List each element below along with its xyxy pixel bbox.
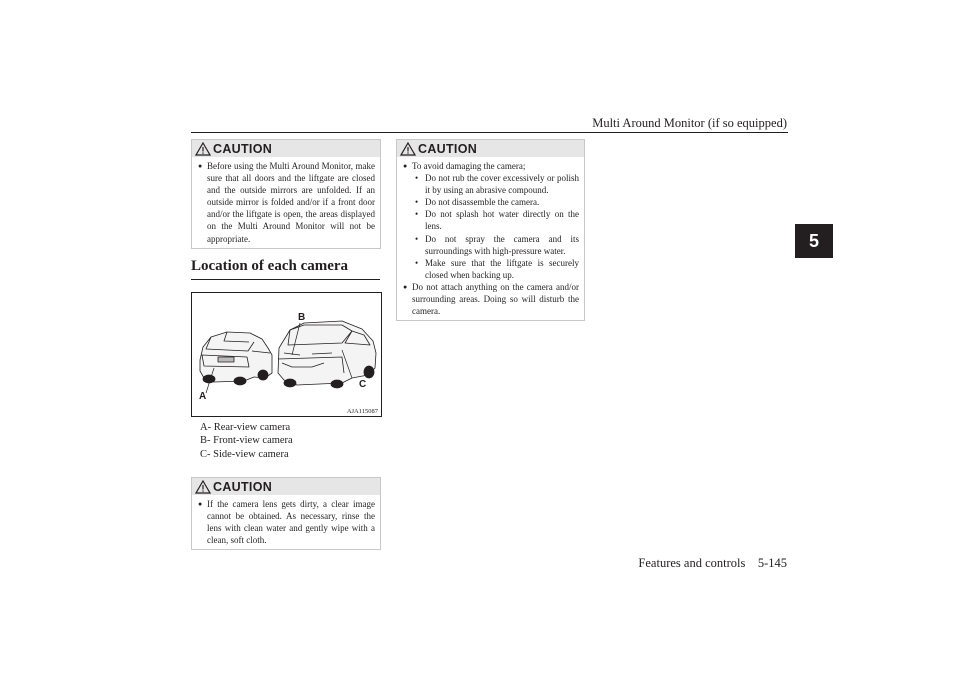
- caution-subitem: • Make sure that the liftgate is securely closed when backing up.: [412, 257, 579, 281]
- page-footer: Features and controls 5-145: [638, 556, 787, 570]
- legend-item-c: C- Side-view camera: [200, 448, 289, 460]
- section-title: Location of each camera: [191, 258, 380, 280]
- caution-item: ● If the camera lens gets dirty, a clear image cannot be obtained. As necessary, rinse the lens with clean water and gently wipe with a clean, soft cloth.: [198, 498, 375, 546]
- caution-title: CAUTION: [213, 479, 273, 494]
- warning-triangle-icon: [400, 142, 416, 156]
- caution-header: [192, 140, 380, 157]
- figure-legend: [200, 421, 293, 461]
- caution-subitem: • Do not rub the cover excessively or polish it by using an abrasive compound.: [412, 172, 579, 196]
- figure-label-b: B: [298, 312, 306, 323]
- figure-label-a: A: [199, 391, 207, 402]
- caution-header: [192, 478, 380, 495]
- legend-item-b: B- Front-view camera: [200, 435, 293, 447]
- chapter-tab: 5: [795, 224, 833, 258]
- header-rule: [191, 132, 788, 133]
- caution-item: ● To avoid damaging the camera;: [403, 160, 579, 172]
- legend-item-a: A- Rear-view camera: [200, 422, 291, 433]
- caution-box-3: [396, 139, 585, 321]
- caution-item: ● Before using the Multi Around Monitor, make sure that all doors and the liftgate are closed and the outside mirrors are unfolded. If an outside mirror is folded and/or if a front door and/or the liftgate is open, the areas displayed on the Multi Around Monitor will not be appropriate.: [198, 160, 375, 245]
- figure-label-c: C: [359, 379, 367, 390]
- caution-subitem: • Do not disassemble the camera.: [412, 196, 579, 208]
- caution-box-2: [191, 477, 381, 550]
- caution-item: ● Do not attach anything on the camera and/or surrounding areas. Doing so will disturb the camera.: [403, 281, 579, 317]
- caution-title: CAUTION: [213, 141, 273, 156]
- warning-triangle-icon: [195, 142, 211, 156]
- caution-box-1: [191, 139, 381, 249]
- caution-header: [397, 140, 584, 157]
- caution-subitem: • Do not splash hot water directly on the lens.: [412, 208, 579, 232]
- warning-triangle-icon: [195, 480, 211, 494]
- running-header: Multi Around Monitor (if so equipped): [592, 116, 787, 130]
- caution-subitem: • Do not spray the camera and its surroundings with high-pressure water.: [412, 233, 579, 257]
- camera-location-figure: [191, 292, 382, 417]
- figure-code: AJA115087: [346, 408, 378, 415]
- vehicles-illustration: [192, 293, 381, 416]
- caution-title: CAUTION: [418, 141, 478, 156]
